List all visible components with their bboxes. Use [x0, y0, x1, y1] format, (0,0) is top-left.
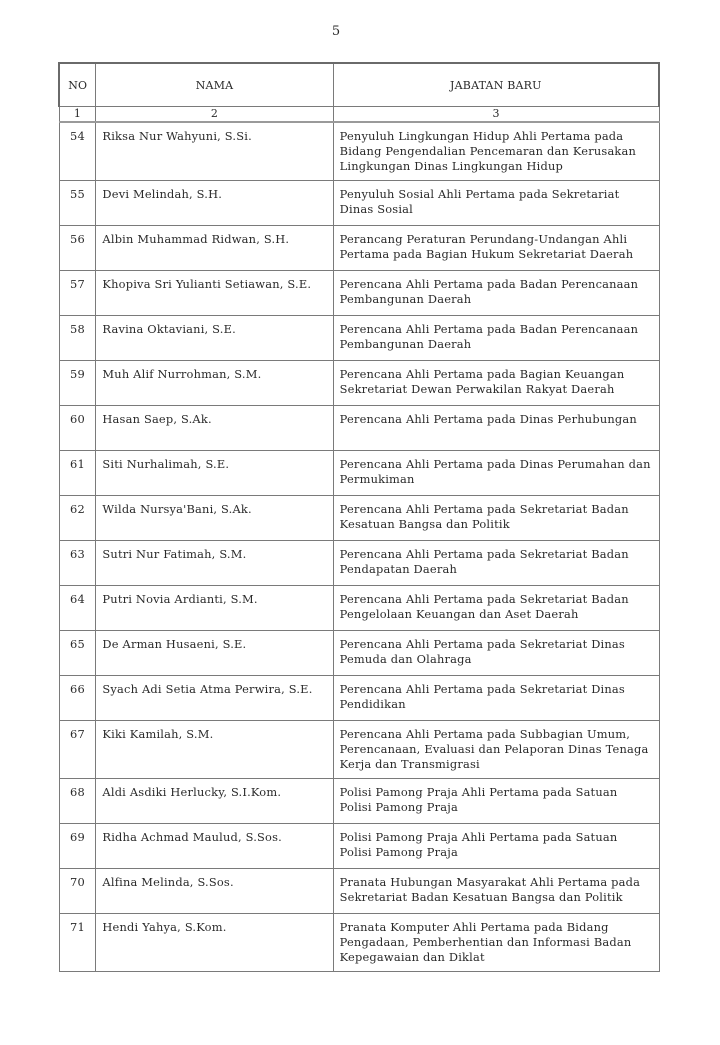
- cell-no: 69: [59, 824, 96, 869]
- cell-no: 65: [59, 631, 96, 676]
- table-row: [59, 122, 659, 181]
- cell-nama: Devi Melindah, S.H.: [96, 181, 333, 226]
- table-row: [59, 271, 659, 316]
- cell-nama: Riksa Nur Wahyuni, S.Si.: [96, 122, 333, 181]
- cell-no: 66: [59, 676, 96, 721]
- header-jabatan-baru: JABATAN BARU: [333, 63, 659, 107]
- cell-jabatan: Perencana Ahli Pertama pada Sekretariat Badan Pengelolaan Keuangan dan Aset Daerah: [333, 586, 659, 631]
- cell-no: 57: [59, 271, 96, 316]
- table-row: [59, 496, 659, 541]
- cell-jabatan: Pranata Komputer Ahli Pertama pada Bidang Pengadaan, Pemberhentian dan Informasi Badan Kepegawaian dan Diklat: [333, 914, 659, 972]
- table-row: [59, 914, 659, 972]
- cell-nama: Alfina Melinda, S.Sos.: [96, 869, 333, 914]
- cell-no: 56: [59, 226, 96, 271]
- cell-no: 60: [59, 406, 96, 451]
- table-row: [59, 316, 659, 361]
- cell-no: 62: [59, 496, 96, 541]
- column-index-row: [59, 107, 659, 123]
- cell-jabatan: Perencana Ahli Pertama pada Sekretariat Badan Pendapatan Daerah: [333, 541, 659, 586]
- table-row: [59, 779, 659, 824]
- cell-jabatan: Perencana Ahli Pertama pada Badan Perencanaan Pembangunan Daerah: [333, 316, 659, 361]
- table-row: [59, 181, 659, 226]
- table-row: [59, 824, 659, 869]
- table-body: [59, 122, 659, 972]
- cell-jabatan: Perencana Ahli Pertama pada Dinas Perhubungan: [333, 406, 659, 451]
- table-row: [59, 676, 659, 721]
- cell-nama: Kiki Kamilah, S.M.: [96, 721, 333, 779]
- column-index-nama: 2: [96, 107, 333, 123]
- cell-jabatan: Perencana Ahli Pertama pada Sekretariat Badan Kesatuan Bangsa dan Politik: [333, 496, 659, 541]
- cell-jabatan: Penyuluh Sosial Ahli Pertama pada Sekretariat Dinas Sosial: [333, 181, 659, 226]
- cell-jabatan: Penyuluh Lingkungan Hidup Ahli Pertama pada Bidang Pengendalian Pencemaran dan Kerusakan Lingkungan Dinas Lingkungan Hidup: [333, 122, 659, 181]
- cell-nama: Sutri Nur Fatimah, S.M.: [96, 541, 333, 586]
- cell-nama: Ravina Oktaviani, S.E.: [96, 316, 333, 361]
- cell-jabatan: Perencana Ahli Pertama pada Badan Perencanaan Pembangunan Daerah: [333, 271, 659, 316]
- cell-nama: Ridha Achmad Maulud, S.Sos.: [96, 824, 333, 869]
- header-nama: NAMA: [96, 63, 333, 107]
- cell-no: 63: [59, 541, 96, 586]
- cell-no: 71: [59, 914, 96, 972]
- page-number: 5: [331, 24, 341, 39]
- cell-no: 54: [59, 122, 96, 181]
- table-row: [59, 586, 659, 631]
- table-row: [59, 451, 659, 496]
- cell-no: 55: [59, 181, 96, 226]
- cell-no: 67: [59, 721, 96, 779]
- table-row: [59, 361, 659, 406]
- cell-no: 64: [59, 586, 96, 631]
- header-no: NO: [59, 63, 96, 107]
- cell-nama: Wilda Nursya'Bani, S.Ak.: [96, 496, 333, 541]
- cell-no: 61: [59, 451, 96, 496]
- table-header-row: [59, 63, 659, 107]
- cell-no: 70: [59, 869, 96, 914]
- cell-nama: Muh Alif Nurrohman, S.M.: [96, 361, 333, 406]
- cell-nama: Syach Adi Setia Atma Perwira, S.E.: [96, 676, 333, 721]
- table-row: [59, 226, 659, 271]
- column-index-jabatan: 3: [333, 107, 659, 123]
- cell-jabatan: Perencana Ahli Pertama pada Dinas Perumahan dan Permukiman: [333, 451, 659, 496]
- table-row: [59, 721, 659, 779]
- cell-jabatan: Perencana Ahli Pertama pada Bagian Keuangan Sekretariat Dewan Perwakilan Rakyat Daerah: [333, 361, 659, 406]
- column-index-no: 1: [59, 107, 96, 123]
- cell-jabatan: Perencana Ahli Pertama pada Sekretariat Dinas Pendidikan: [333, 676, 659, 721]
- cell-nama: Putri Novia Ardianti, S.M.: [96, 586, 333, 631]
- cell-no: 68: [59, 779, 96, 824]
- cell-nama: Aldi Asdiki Herlucky, S.I.Kom.: [96, 779, 333, 824]
- cell-jabatan: Perencana Ahli Pertama pada Subbagian Umum, Perencanaan, Evaluasi dan Pelaporan Dinas Tenaga Kerja dan Transmigrasi: [333, 721, 659, 779]
- cell-jabatan: Polisi Pamong Praja Ahli Pertama pada Satuan Polisi Pamong Praja: [333, 824, 659, 869]
- table-row: [59, 541, 659, 586]
- cell-no: 59: [59, 361, 96, 406]
- cell-nama: Siti Nurhalimah, S.E.: [96, 451, 333, 496]
- cell-nama: Khopiva Sri Yulianti Setiawan, S.E.: [96, 271, 333, 316]
- cell-jabatan: Perancang Peraturan Perundang-Undangan Ahli Pertama pada Bagian Hukum Sekretariat Daerah: [333, 226, 659, 271]
- table-row: [59, 631, 659, 676]
- cell-no: 58: [59, 316, 96, 361]
- cell-nama: De Arman Husaeni, S.E.: [96, 631, 333, 676]
- cell-jabatan: Pranata Hubungan Masyarakat Ahli Pertama pada Sekretariat Badan Kesatuan Bangsa dan Politik: [333, 869, 659, 914]
- cell-jabatan: Perencana Ahli Pertama pada Sekretariat Dinas Pemuda dan Olahraga: [333, 631, 659, 676]
- table-row: [59, 406, 659, 451]
- appointment-table: [58, 62, 660, 972]
- cell-nama: Hasan Saep, S.Ak.: [96, 406, 333, 451]
- cell-nama: Hendi Yahya, S.Kom.: [96, 914, 333, 972]
- cell-nama: Albin Muhammad Ridwan, S.H.: [96, 226, 333, 271]
- cell-jabatan: Polisi Pamong Praja Ahli Pertama pada Satuan Polisi Pamong Praja: [333, 779, 659, 824]
- table-row: [59, 869, 659, 914]
